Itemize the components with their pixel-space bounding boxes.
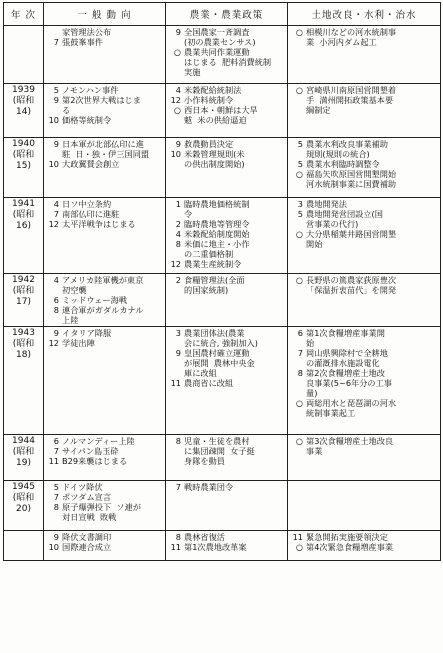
event-text: 第2次世界大戦はじま る: [62, 95, 141, 115]
event-month: 1: [175, 199, 181, 209]
era-label: (昭和15): [12, 150, 35, 171]
land-improvement-cell: [288, 138, 441, 198]
event-text: ミッドウェー海戦: [62, 295, 128, 305]
event-entry: [168, 542, 285, 552]
event-entry: [168, 95, 285, 105]
event-entry: [46, 199, 163, 209]
era-label: (昭和17): [12, 286, 35, 307]
event-month: 9: [175, 27, 181, 37]
agriculture-cell: [166, 481, 288, 531]
event-text: 農林省復活: [184, 532, 225, 542]
event-month: 3: [297, 199, 303, 209]
era-label: (昭和20): [12, 493, 35, 514]
event-text: イタリア降服: [62, 328, 112, 338]
event-month: 7: [53, 492, 59, 502]
event-text: 米穀配給制度開始: [184, 229, 250, 239]
table-row: [4, 26, 441, 84]
general-cell: [44, 327, 166, 435]
event-entry: [46, 532, 163, 542]
event-entry: [46, 95, 163, 115]
event-month: 8: [175, 436, 181, 446]
event-entry: [46, 502, 163, 522]
event-month: 4: [53, 199, 59, 209]
land-improvement-cell: [288, 481, 441, 531]
agriculture-cell: [166, 26, 288, 84]
event-entry: [290, 275, 438, 295]
table-row: [4, 274, 441, 327]
event-month: ○: [295, 27, 303, 37]
year-label: 1943: [12, 328, 35, 338]
event-entry: [46, 115, 163, 125]
land-improvement-cell: [288, 84, 441, 138]
event-text: 小作料統制令: [184, 95, 234, 105]
land-improvement-cell: [288, 327, 441, 435]
year-label: 1939: [12, 85, 35, 95]
event-text: 農商省に改組: [184, 378, 234, 388]
header-land-water-flood: 土地改良・水利・治水: [288, 3, 441, 26]
general-cell: [44, 531, 166, 561]
event-text: ノモンハン事件: [62, 85, 119, 95]
event-entry: [290, 398, 438, 418]
event-text: 日ソ中立条約: [62, 199, 112, 209]
event-text: アメリカ陸軍機が東京 初空襲: [62, 275, 144, 295]
event-month: 8: [175, 239, 181, 249]
year-label: 1942: [12, 275, 35, 285]
event-text: 太平洋戦争はじまる: [62, 219, 136, 229]
event-month: 10: [48, 159, 59, 169]
event-month: 5: [297, 209, 303, 219]
event-text: 臨時農地等管理令: [184, 219, 250, 229]
event-text: 岡山県興除村で全耕地 の灌漑排水施設電化: [306, 348, 388, 368]
era-label: (昭和19): [12, 447, 35, 468]
event-month: ○: [173, 105, 181, 115]
event-text: ポツダム宣言: [62, 492, 112, 502]
event-month: 6: [53, 436, 59, 446]
event-month: 9: [175, 139, 181, 149]
event-text: 臨時農地価格統制 令: [184, 199, 250, 219]
event-month: 9: [53, 95, 59, 105]
event-month: 5: [53, 85, 59, 95]
event-entry: [168, 328, 285, 348]
event-month: ○: [295, 275, 303, 285]
event-text: 農地開発法: [306, 199, 347, 209]
event-month: [46, 27, 62, 37]
event-text: 緊急開拓実施要領決定: [306, 532, 388, 542]
year-cell: [4, 26, 44, 84]
event-entry: [290, 85, 438, 115]
event-month: ○: [173, 47, 181, 57]
event-month: 9: [53, 139, 59, 149]
event-entry: [46, 542, 163, 552]
event-entry: [290, 209, 438, 229]
event-text: 原子爆弾投下 ソ連が 対日宣戦 敗戦: [62, 502, 141, 522]
event-text: 農業水利臨時調整令: [306, 159, 380, 169]
event-month: 11: [170, 542, 181, 552]
event-entry: [168, 275, 285, 295]
agriculture-cell: [166, 274, 288, 327]
year-label: 1945: [12, 482, 35, 492]
event-entry: [168, 199, 285, 219]
event-entry: [290, 139, 438, 159]
event-text: 第1次食糧増産事業開 始: [306, 328, 385, 348]
event-month: 9: [53, 532, 59, 542]
event-entry: [46, 305, 163, 325]
year-cell: [4, 531, 44, 561]
event-month: 4: [53, 275, 59, 285]
event-text: 国際連合成立: [62, 542, 112, 552]
year-label: 1940: [12, 139, 35, 149]
event-month: 5: [297, 159, 303, 169]
event-month: ○: [295, 436, 303, 446]
general-cell: [44, 198, 166, 274]
event-text: 降伏文書調印: [62, 532, 112, 542]
event-text: 米価に地主・小作 の二重価格制: [184, 239, 250, 259]
event-entry: [168, 105, 285, 125]
event-text: 農地開発営団設立(国 営事業の代行): [306, 209, 383, 229]
event-entry: [168, 85, 285, 95]
table-row: [4, 138, 441, 198]
event-month: ○: [295, 169, 303, 179]
event-month: 7: [175, 482, 181, 492]
land-improvement-cell: [288, 435, 441, 481]
event-month: 10: [170, 149, 181, 159]
agriculture-cell: [166, 138, 288, 198]
event-text: 第3次食糧増産土地改良 事業: [306, 436, 394, 456]
chronology-table: [3, 2, 441, 561]
year-cell: [4, 435, 44, 481]
event-text: 農業団体法(農業 会に統合, 強制加入): [184, 328, 258, 348]
event-entry: [46, 209, 163, 219]
event-month: 8: [53, 502, 59, 512]
year-cell: [4, 84, 44, 138]
event-text: 第4次緊急食糧増産事業: [306, 542, 394, 552]
event-text: 農業水利改良事業補助 規則(規則の統合): [306, 139, 388, 159]
event-text: 価格等統制令: [62, 115, 112, 125]
general-cell: [44, 138, 166, 198]
event-entry: [46, 159, 163, 169]
event-text: 救農動員決定: [184, 139, 234, 149]
event-text: 張鼓峯事件: [62, 37, 103, 47]
event-text: サイパン島玉砕: [62, 446, 119, 456]
event-text: 相模川などの河水統制事 業 小河内ダム起工: [306, 27, 397, 47]
event-entry: [168, 139, 285, 149]
general-cell: [44, 26, 166, 84]
table-row: [4, 327, 441, 435]
header-general-trends: 一 般 動 向: [44, 3, 166, 26]
event-text: B29来襲はじまる: [62, 456, 128, 466]
event-entry: [290, 159, 438, 169]
agriculture-cell: [166, 531, 288, 561]
event-month: 9: [175, 348, 181, 358]
event-text: ドイツ降伏: [62, 482, 103, 492]
event-entry: [168, 27, 285, 47]
table-row: [4, 531, 441, 561]
event-month: ○: [295, 229, 303, 239]
year-cell: [4, 274, 44, 327]
event-entry: [46, 482, 163, 492]
event-entry: [168, 259, 285, 269]
event-month: 6: [53, 295, 59, 305]
event-entry: [46, 275, 163, 295]
event-entry: [290, 436, 438, 456]
event-text: 皇国農村確立運動 が展開 農林中央金 庫に改組: [184, 348, 255, 378]
event-text: 南部仏印に進駐: [62, 209, 120, 219]
event-entry: [168, 532, 285, 542]
land-improvement-cell: [288, 531, 441, 561]
land-improvement-cell: [288, 274, 441, 327]
event-month: 12: [170, 259, 181, 269]
event-month: 11: [292, 532, 303, 542]
event-month: 7: [297, 348, 303, 358]
year-cell: [4, 138, 44, 198]
event-entry: [46, 27, 163, 37]
table-row: [4, 84, 441, 138]
event-month: 4: [175, 229, 181, 239]
event-text: 大政翼賛会創立: [62, 159, 120, 169]
event-month: 7: [53, 37, 59, 47]
event-entry: [46, 436, 163, 446]
event-entry: [46, 446, 163, 456]
event-entry: [46, 328, 163, 338]
event-month: 7: [53, 209, 59, 219]
event-entry: [168, 47, 285, 77]
event-month: 7: [53, 446, 59, 456]
event-entry: [46, 295, 163, 305]
event-text: 児童・生徒を農村 に集団疎開 女子挺 身隊を動員: [184, 436, 255, 466]
event-month: 12: [48, 219, 59, 229]
year-cell: [4, 327, 44, 435]
event-month: 2: [175, 219, 181, 229]
era-label: (昭和14): [12, 96, 35, 117]
header-row: [4, 3, 441, 26]
agriculture-cell: [166, 327, 288, 435]
event-entry: [290, 169, 438, 189]
event-entry: [290, 368, 438, 398]
event-month: 10: [48, 542, 59, 552]
general-cell: [44, 274, 166, 327]
event-month: 6: [297, 328, 303, 338]
event-month: 11: [170, 378, 181, 388]
event-text: 福島矢吹原国営開墾開始 河水統制事業に国費補助: [306, 169, 397, 189]
event-month: ○: [295, 85, 303, 95]
event-text: 両総用水と琵琶湖の河水 統制事業起工: [306, 398, 397, 418]
agriculture-cell: [166, 84, 288, 138]
event-text: 西日本・朝鮮は大旱 魃 米の供給逼迫: [184, 105, 258, 125]
event-text: 農業共同作業運動 はじまる 肥料消費統制 実施: [184, 47, 272, 77]
event-entry: [290, 229, 438, 249]
event-text: 戦時農業団令: [184, 482, 234, 492]
event-entry: [290, 542, 438, 552]
event-month: 3: [175, 328, 181, 338]
event-entry: [46, 492, 163, 502]
event-text: 米穀管理規則(米 の供出制度開始): [184, 149, 245, 169]
year-cell: [4, 198, 44, 274]
table-row: [4, 435, 441, 481]
event-month: 4: [175, 85, 181, 95]
event-text: 米穀配給統制法: [184, 85, 242, 95]
event-month: 11: [48, 456, 59, 466]
event-text: 食糧管理法(全面 的国家統制): [184, 275, 245, 295]
year-cell: [4, 481, 44, 531]
event-entry: [168, 239, 285, 259]
event-text: 連合軍がガダルカナル 上陸: [62, 305, 144, 325]
land-improvement-cell: [288, 198, 441, 274]
era-label: (昭和16): [12, 210, 35, 231]
event-text: ノルマンディー上陸: [62, 436, 135, 446]
event-month: ○: [295, 542, 303, 552]
year-label: 1941: [12, 199, 35, 209]
event-entry: [168, 436, 285, 466]
general-cell: [44, 435, 166, 481]
table-row: [4, 198, 441, 274]
event-month: 12: [48, 338, 59, 348]
event-month: ○: [295, 398, 303, 408]
event-entry: [168, 229, 285, 239]
event-entry: [46, 338, 163, 348]
chronology-body: [4, 26, 441, 561]
event-entry: [46, 456, 163, 466]
event-text: 第1次農地改革案: [184, 542, 247, 552]
event-text: 長野県の篤農家荻原豊次 「保温折衷苗代」を開発: [306, 275, 397, 295]
event-entry: [168, 482, 285, 492]
event-text: 学徒出陣: [62, 338, 95, 348]
event-month: 9: [53, 328, 59, 338]
event-month: 8: [297, 368, 303, 378]
table-row: [4, 481, 441, 531]
event-entry: [46, 85, 163, 95]
event-month: 12: [170, 95, 181, 105]
event-entry: [290, 348, 438, 368]
general-cell: [44, 481, 166, 531]
event-entry: [46, 139, 163, 159]
event-text: 家管理法公布: [62, 27, 112, 37]
event-entry: [168, 378, 285, 388]
event-entry: [290, 328, 438, 348]
event-entry: [168, 149, 285, 169]
era-label: (昭和18): [12, 339, 35, 360]
event-text: 農業生産統制令: [184, 259, 242, 269]
event-month: 5: [297, 139, 303, 149]
event-month: 5: [53, 482, 59, 492]
event-month: 10: [48, 115, 59, 125]
event-text: 宮崎県川南原国営開墾着 手 満州開拓政策基本要 綱制定: [306, 85, 397, 115]
header-agriculture-policy: 農業・農業政策: [166, 3, 288, 26]
event-month: 2: [175, 275, 181, 285]
year-label: 1944: [12, 436, 35, 446]
event-month: 8: [175, 532, 181, 542]
agriculture-cell: [166, 198, 288, 274]
event-entry: [290, 532, 438, 542]
event-text: 日本軍が北部仏印に進 駐 日・独・伊三国同盟: [62, 139, 150, 159]
event-entry: [46, 37, 163, 47]
event-entry: [168, 348, 285, 378]
event-entry: [168, 219, 285, 229]
general-cell: [44, 84, 166, 138]
event-entry: [290, 27, 438, 47]
event-text: 大分県稲葉井路国営開墾 開始: [306, 229, 397, 249]
event-month: 8: [53, 305, 59, 315]
event-text: 第2次食糧増産土地改 良事業(5~6年分の工事 量): [306, 368, 392, 398]
event-entry: [290, 199, 438, 209]
event-entry: [46, 219, 163, 229]
header-year: 年 次: [4, 3, 44, 26]
agriculture-cell: [166, 435, 288, 481]
land-improvement-cell: [288, 26, 441, 84]
event-text: 全国農家一斉調査 (初の農業センサス): [184, 27, 256, 47]
